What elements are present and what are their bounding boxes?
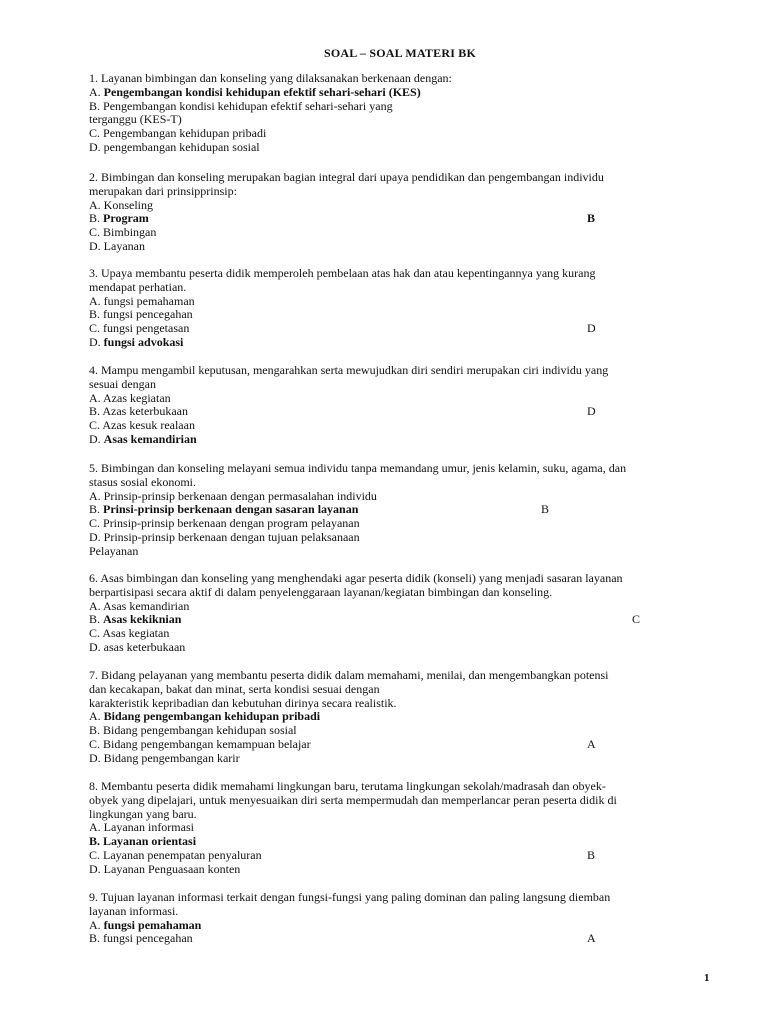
option-text: Prinsip-prinsip berkenaan dengan tujuan pelaksanaan — [103, 529, 360, 544]
option-text: Bidang pengembangan karir — [103, 750, 240, 765]
option-text: Pengembangan kondisi kehidupan efektif sehari-sehari yang — [103, 98, 393, 113]
option-text: Bimbingan — [103, 225, 157, 240]
answer-option — [89, 113, 729, 127]
option-text: fungsi pemahaman — [103, 917, 202, 932]
question-stem-line: berpartisipasi secara aktif di dalam penyelenggaraan layanan/kegiatan bimbingan dan konseling. — [89, 584, 553, 599]
answer-option — [89, 503, 729, 517]
question-stem-line: stasus sosial ekonomi. — [89, 474, 196, 489]
option-letter: D. — [89, 238, 104, 253]
option-letter: C. — [89, 321, 104, 336]
option-text: Asas kegiatan — [102, 626, 170, 641]
option-text: Layanan informasi — [103, 820, 194, 835]
option-letter: D. — [89, 139, 104, 154]
option-letter: B. — [89, 404, 103, 419]
option-letter: A. — [89, 598, 104, 613]
option-letter: C. — [89, 736, 104, 751]
answer-option — [89, 308, 729, 322]
question-1 — [89, 72, 729, 155]
answer-option — [89, 419, 729, 433]
option-text: Layanan penempatan penyaluran — [103, 847, 262, 862]
question-stem-line: sesuai dengan — [89, 376, 156, 391]
option-text: Bidang pengembangan kehidupan pribadi — [103, 709, 321, 724]
option-letter: C. — [89, 516, 104, 531]
answer-key: C — [632, 612, 641, 627]
answer-option — [89, 100, 729, 114]
option-text: Konseling — [103, 197, 154, 212]
option-letter: A. — [89, 197, 104, 212]
answer-option — [89, 531, 729, 545]
answer-option — [89, 405, 729, 419]
answer-option — [89, 127, 729, 141]
option-letter: D. — [89, 750, 104, 765]
option-letter: C. — [89, 847, 104, 862]
option-letter: B. — [89, 723, 104, 738]
answer-option — [89, 86, 729, 100]
question-stem-line: 9. Tujuan layanan informasi terkait dengan fungsi-fungsi yang paling dominan dan paling langsung diemban — [89, 890, 611, 904]
answer-option — [89, 613, 729, 627]
option-text: fungsi pencegahan — [103, 931, 193, 946]
option-text: Prinsip-prinsip berkenaan dengan permasalahan individu — [103, 488, 377, 503]
question-4 — [89, 364, 729, 447]
option-text: Asas kekiknian — [103, 612, 182, 627]
answer-option — [89, 336, 729, 350]
answer-option — [89, 641, 729, 655]
option-letter: D. — [89, 639, 104, 654]
answer-option — [89, 849, 729, 863]
answer-option — [89, 433, 729, 447]
answer-option — [89, 392, 729, 406]
question-stem-line: 5. Bimbingan dan konseling melayani semua individu tanpa memandang umur, jenis kelamin, suku, agama, dan — [89, 461, 627, 475]
question-stem-line: 1. Layanan bimbingan dan konseling yang dilaksanakan berkenaan dengan: — [89, 71, 452, 85]
answer-key: A — [587, 736, 596, 751]
option-text: terganggu (KES-T) — [89, 112, 182, 127]
answer-key: B — [587, 847, 596, 862]
option-text: fungsi pemahaman — [103, 293, 195, 308]
option-text: fungsi pengetasan — [103, 321, 190, 336]
option-text: Pengembangan kondisi kehidupan efektif sehari-sehari (KES) — [103, 84, 421, 99]
option-text: Azas kegiatan — [103, 390, 171, 405]
answer-option — [89, 600, 729, 614]
question-2 — [89, 171, 729, 254]
question-stem-line: karakteristik kepribadian dan kebutuhan dirinya secara realistik. — [89, 695, 397, 710]
option-letter: C. — [89, 225, 104, 240]
option-letter: B. — [89, 307, 104, 322]
option-letter: B. — [89, 834, 104, 849]
answer-option — [89, 545, 729, 559]
answer-option — [89, 919, 729, 933]
answer-key: D — [587, 404, 596, 419]
answer-option — [89, 724, 729, 738]
question-stem-line: mendapat perhatian. — [89, 279, 187, 294]
option-letter: A. — [89, 390, 104, 405]
option-text: Asas kemandirian — [103, 431, 197, 446]
answer-key: B — [541, 502, 550, 517]
option-text: fungsi advokasi — [103, 334, 184, 349]
option-text: Program — [103, 211, 149, 226]
option-text: Asas kemandirian — [103, 598, 190, 613]
question-stem-line: 6. Asas bimbingan dan konseling yang menghendaki agar peserta didik (konseli) yang menjadi sasaran layanan — [89, 571, 623, 585]
option-letter: D. — [89, 529, 104, 544]
option-text: Pengembangan kehidupan pribadi — [103, 126, 267, 141]
answer-option — [89, 517, 729, 531]
option-letter: A. — [89, 709, 104, 724]
option-text: Prinsip-prinsip berkenaan dengan program pelayanan — [103, 516, 360, 531]
answer-option — [89, 932, 729, 946]
question-stem-line: 7. Bidang pelayanan yang membantu peserta didik dalam memahami, menilai, dan mengembangkan potensi — [89, 668, 609, 682]
option-letter: B. — [89, 502, 104, 517]
question-stem-line: 4. Mampu mengambil keputusan, mengarahkan serta mewujudkan diri sendiri merupakan ciri individu yang — [89, 363, 609, 377]
question-stem-line: merupakan dari prinsipprinsip: — [89, 183, 237, 198]
answer-option — [89, 295, 729, 309]
answer-option — [89, 212, 729, 226]
question-stem-line: 2. Bimbingan dan konseling merupakan bagian integral dari upaya pendidikan dan pengembangan individu — [89, 170, 604, 184]
option-text: Pelayanan — [89, 543, 139, 558]
question-stem-line: lingkungan yang baru. — [89, 806, 197, 821]
document-title: SOAL – SOAL MATERI BK — [323, 46, 476, 60]
option-text: Bidang pengembangan kemampuan belajar — [103, 736, 311, 751]
option-letter: A. — [89, 84, 104, 99]
option-letter: B. — [89, 98, 104, 113]
answer-option — [89, 752, 729, 766]
answer-option — [89, 199, 729, 213]
option-text: Prinsi-prinsip berkenaan dengan sasaran layanan — [103, 502, 359, 517]
option-text: Bidang pengembangan kehidupan sosial — [103, 723, 297, 738]
page-number: 1 — [704, 972, 710, 984]
question-stem-line: dan kecakapan, bakat dan minat, serta kondisi sesuai dengan — [89, 681, 380, 696]
question-8 — [89, 780, 729, 877]
answer-option — [89, 835, 729, 849]
question-9 — [89, 891, 729, 946]
option-letter: D. — [89, 334, 104, 349]
question-3 — [89, 267, 729, 350]
question-5 — [89, 462, 729, 559]
answer-option — [89, 141, 729, 155]
option-letter: B. — [89, 931, 104, 946]
answer-option — [89, 240, 729, 254]
answer-option — [89, 710, 729, 724]
option-letter: C. — [89, 126, 104, 141]
question-stem-line: 8. Membantu peserta didik memahami lingkungan baru, terutama lingkungan sekolah/madrasah dan obyek- — [89, 779, 606, 793]
option-text: Layanan orientasi — [103, 834, 197, 849]
option-text: Azas keterbukaan — [102, 404, 188, 419]
option-letter: B. — [89, 211, 104, 226]
answer-option — [89, 490, 729, 504]
option-text: Azas kesuk realaan — [102, 418, 195, 433]
answer-option — [89, 226, 729, 240]
question-7 — [89, 669, 729, 766]
answer-option — [89, 738, 729, 752]
option-letter: A. — [89, 488, 104, 503]
option-text: Layanan Penguasaan konten — [103, 861, 241, 876]
question-stem-line: layanan informasi. — [89, 903, 179, 918]
answer-key: D — [587, 321, 596, 336]
answer-option — [89, 821, 729, 835]
option-letter: C. — [89, 626, 103, 641]
answer-key: A — [587, 931, 596, 946]
option-letter: C. — [89, 418, 103, 433]
option-text: fungsi pencegahan — [103, 307, 193, 322]
option-letter: D. — [89, 861, 104, 876]
option-letter: A. — [89, 293, 104, 308]
option-letter: B. — [89, 612, 104, 627]
option-letter: A. — [89, 917, 104, 932]
answer-option — [89, 627, 729, 641]
question-stem-line: 3. Upaya membantu peserta didik memperoleh pembelaan atas hak dan atau kepentingannya yang kurang — [89, 266, 596, 280]
option-text: Layanan — [103, 238, 145, 253]
option-letter: A. — [89, 820, 104, 835]
answer-key: B — [587, 211, 596, 226]
option-text: pengembangan kehidupan sosial — [103, 139, 260, 154]
option-letter: D. — [89, 431, 104, 446]
answer-option — [89, 322, 729, 336]
question-6 — [89, 572, 729, 655]
answer-option — [89, 863, 729, 877]
option-text: asas keterbukaan — [103, 639, 186, 654]
question-stem-line: obyek yang dipelajari, untuk menyesuaikan diri serta mempermudah dan memperlancar peran peserta didik di — [89, 792, 617, 807]
